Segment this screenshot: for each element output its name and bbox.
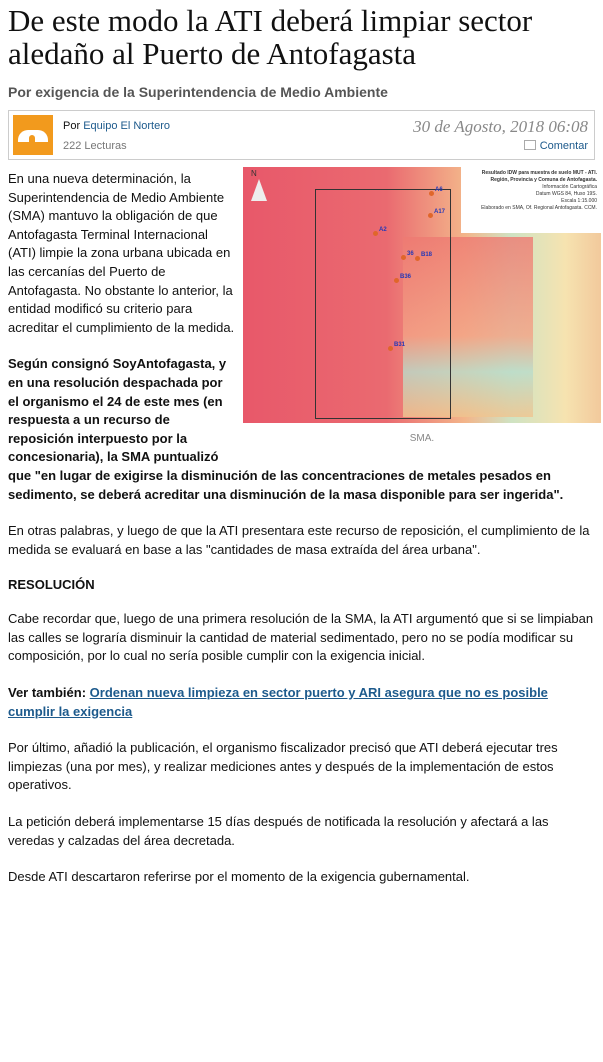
paragraph: Cabe recordar que, luego de una primera resolución de la SMA, la ATI argumentó que si se limpiaban las calles se lograría disminuir la cantidad de material sedimentado, pero no se podía modificar su composición, por lo cual no sería posible cumplir con la exigencia inicial. bbox=[8, 611, 594, 664]
paragraph: La petición deberá implementarse 15 días después de notificada la resolución y afectará a las veredas y calzadas del área decretada. bbox=[8, 814, 549, 848]
legend-title-1: Resultado IDW para muestra de suelo MUT - ATI. bbox=[481, 170, 597, 176]
figure-caption: SMA. bbox=[409, 433, 435, 444]
publish-date: 30 de Agosto, 2018 06:08 bbox=[413, 117, 588, 136]
legend-info-2: Datum WGS 84, Huso 19S. bbox=[535, 191, 597, 197]
comment-label: Comentar bbox=[539, 140, 588, 152]
sample-point: A2 bbox=[379, 227, 387, 233]
sample-point: B36 bbox=[400, 274, 412, 280]
by-prefix: Por bbox=[63, 120, 81, 132]
sample-point: A6 bbox=[435, 187, 443, 193]
sample-point: B31 bbox=[394, 342, 406, 348]
study-area-box bbox=[315, 189, 451, 419]
map-legend bbox=[461, 167, 601, 233]
sample-point: A17 bbox=[434, 209, 446, 215]
see-also-label: Ver también: bbox=[8, 685, 87, 701]
section-heading: RESOLUCIÓN bbox=[8, 577, 95, 593]
legend-info-1: Información Cartográfica bbox=[542, 184, 597, 190]
comment-button[interactable] bbox=[524, 140, 588, 152]
author-box bbox=[8, 110, 595, 160]
article-title: De este modo la ATI deberá limpiar sector aledaño al Puerto de Antofagasta bbox=[8, 3, 533, 71]
paragraph-bold: Según consignó SoyAntofagasta, y en una resolución despachada por el organismo el 24 de este mes (en respuesta a un recurso de reposición interpuesto por la concesionaria), la SMA puntualizó que "en lugar de exigirse la disminución de las concentraciones de metales pesados en sedimento, se deberá acreditar una disminución de la masa disponible para ser ingerida". bbox=[8, 356, 564, 502]
author-avatar bbox=[13, 115, 53, 155]
author-link[interactable]: Equipo El Nortero bbox=[83, 120, 171, 132]
sample-point: 36 bbox=[407, 251, 414, 257]
paragraph: En una nueva determinación, la Superintendencia de Medio Ambiente (SMA) mantuvo la obligación de que Antofagasta Terminal Internacional (ATI) limpie la zona urbana ubicada en las cercanías del Puerto de Antofagasta. No obstante lo anterior, la entidad modificó su criterio para acreditar el cumplimiento de la medida. bbox=[8, 171, 235, 335]
author-line bbox=[63, 120, 170, 132]
sample-point: B18 bbox=[421, 252, 433, 258]
legend-info-3: Escala 1:15.000 bbox=[561, 198, 597, 204]
article-subtitle: Por exigencia de la Superintendencia de Medio Ambiente bbox=[8, 84, 388, 100]
article-figure bbox=[243, 167, 601, 444]
comment-icon bbox=[524, 140, 536, 150]
legend-title-2: Región, Provincia y Comuna de Antofagasta. bbox=[490, 177, 597, 183]
see-also bbox=[8, 684, 595, 721]
read-count: 222 Lecturas bbox=[63, 140, 127, 152]
paragraph: Por último, añadió la publicación, el organismo fiscalizador precisó que ATI deberá ejecutar tres limpiezas (una por mes), y realizar mediciones antes y después de la implementación de estos operativos. bbox=[8, 740, 558, 793]
idw-map-image[interactable] bbox=[243, 167, 601, 423]
related-article-link[interactable]: Ordenan nueva limpieza en sector puerto y ARI asegura que no es posible cumplir la exigencia bbox=[8, 685, 548, 719]
north-label: N bbox=[251, 169, 257, 178]
north-arrow-icon bbox=[251, 169, 267, 201]
paragraph: Desde ATI descartaron referirse por el momento de la exigencia gubernamental. bbox=[8, 869, 470, 885]
legend-credit: Elaborado en SMA, Of. Regional Antofagasta. CCM. bbox=[481, 205, 597, 211]
paragraph: En otras palabras, y luego de que la ATI presentara este recurso de reposición, el cumplimiento de la medida se evaluará en base a las "cantidades de masa extraída del área urbana". bbox=[8, 523, 590, 557]
